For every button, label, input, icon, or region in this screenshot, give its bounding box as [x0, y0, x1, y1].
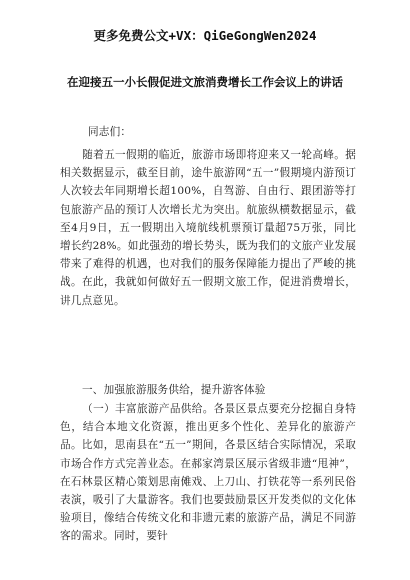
paragraph-2 [60, 400, 356, 546]
paragraph-1 [60, 146, 356, 310]
salutation: 同志们： [88, 126, 132, 138]
paragraph-2-text: （一）丰富旅游产品供给。各景区景点要充分挖掘自身特色，结合本地文化资源，推出更多个性化、差异化的旅游产品。比如，思南县在“五一”期间，各景区结合实际情况，采取市场合作方式完善业态。在郝家湾景区展示省级非遗“甩神”，在石林景区精心策划思南傩戏、上刀山、打铁花等一系列民俗表演，吸引了大量游客。我们也要鼓励景区开发类似的文化体验项目，像结合传统文化和非遗元素的旅游产品，满足不同游客的需求。同时，要针 [60, 403, 356, 543]
document-title: 在迎接五一小长假促进文旅消费增长工作会议上的讲话 [67, 75, 343, 89]
paragraph-1-text: 随着五一假期的临近，旅游市场即将迎来又一轮高峰。据相关数据显示，截至目前，途牛旅游网“五一”假期境内游预订人次较去年同期增长超100%，自驾游、自由行、跟团游等打包旅游产品的预订人次增长尤为突出。航旅纵横数据显示，截至4月9日，五一假期出入境航线机票预订量超75万张，同比增长约28%。如此强劲的增长势头，既为我们的文旅产业发展带来了难得的机遇，也对我们的服务保障能力提出了严峻的挑战。在此，我就如何做好五一假期文旅工作，促进消费增长，讲几点意见。 [60, 149, 356, 307]
section-heading-1 [60, 381, 356, 399]
promo-header: 更多免费公文+VX：QiGeGongWen2024 [93, 28, 317, 43]
section-heading-1-text: 一、加强旅游服务供给，提升游客体验 [82, 384, 266, 396]
